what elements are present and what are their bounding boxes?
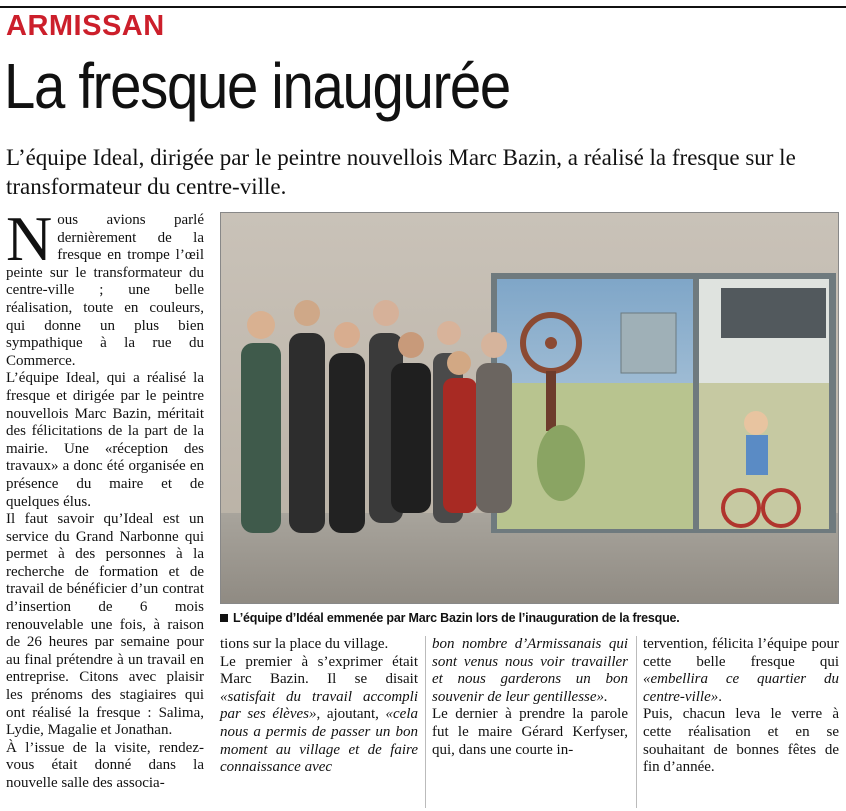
paragraph-bazin-start: Le premier à s’exprimer était Marc Bazin. Il se disait (220, 653, 418, 688)
paragraph-mayor-start: tervention, félicita l’équipe pour cette belle fresque qui (643, 636, 839, 670)
headline: La fresque inaugurée (4, 50, 510, 122)
photo-caption (220, 610, 840, 626)
article-column-3 (432, 636, 628, 759)
caption-text: L’équipe d’Idéal emmenée par Marc Bazin lors de l’inauguration de la fresque. (233, 611, 680, 625)
paragraph-mayor-speech (643, 636, 839, 706)
quote-bazin-2: «cela nous a permis de passer un bon moment au village et de faire connaissance avec (220, 706, 418, 776)
paragraph-intro: ous avions parlé dernièrement de la fresque en trompe l’œil peinte sur le transformateur du centre-ville ; une belle réalisation, toute en couleurs, qui donne un plus bien sympathique à la rue du Commerce. (6, 212, 204, 369)
paragraph-service: Il faut savoir qu’Ideal est un service du Grand Narbonne qui permet à des personnes à la recherche de formation et de travail de bénéficier d’un contrat d’insertion de 6 mois renouvelable une fois, à raison de 26 heures par semaine pour au final prétendre à un travail en entreprise. Citons avec plaisir les prénoms des stagiaires qui ont réalisé la fresque : Salima, Lydie, Magalie et Jonathan. (6, 511, 204, 739)
quote-bazin-1: «satisfait du travail accompli par ses élèves» (220, 688, 418, 723)
paragraph-visit: À l’issue de la visite, rendez-vous était donné dans la nouvelle salle des associa- (6, 739, 204, 791)
paragraph-closing: Puis, chacun leva le verre à cette réalisation et en se souhaitant de bonnes fêtes de fin d’année. (643, 706, 839, 776)
caption-marker-icon (220, 614, 228, 622)
article-column-4 (643, 636, 839, 777)
quote-mayor: «embellira ce quartier du centre-ville» (643, 671, 839, 705)
article-photo (220, 212, 839, 604)
section-label: ARMISSAN (6, 10, 165, 42)
column-divider (636, 636, 637, 808)
article-column-2 (220, 636, 418, 777)
subhead: L’équipe Ideal, dirigée par le peintre nouvellois Marc Bazin, a réalisé la fresque sur le transformateur du centre-ville. (6, 145, 796, 199)
paragraph-place: tions sur la place du village. (220, 636, 389, 652)
paragraph-ideal: L’équipe Ideal, qui a réalisé la fresque et dirigée par le peintre nouvellois Marc Bazin, méritait des félicitations de la part de la mairie. Une «réception des travaux» a donc été organisée en présence du maire et de quelques élus. (6, 370, 204, 510)
paragraph-bazin (220, 654, 418, 777)
article-column-1 (6, 203, 204, 793)
drop-cap: N (6, 203, 53, 274)
photo-illustration (221, 213, 839, 604)
paragraph-bazin-mid: , ajoutant, (316, 706, 386, 723)
quote-bazin-continued: bon nombre d’Armissanais qui sont venus nous voir travailler et nous garderons un bon souvenir de leur gentillesse». (432, 636, 628, 705)
paragraph-mayor-end: . (718, 688, 722, 705)
paragraph-mayor: Le dernier à prendre la parole fut le maire Gérard Kerfyser, qui, dans une courte in- (432, 706, 628, 758)
column-divider (425, 636, 426, 808)
